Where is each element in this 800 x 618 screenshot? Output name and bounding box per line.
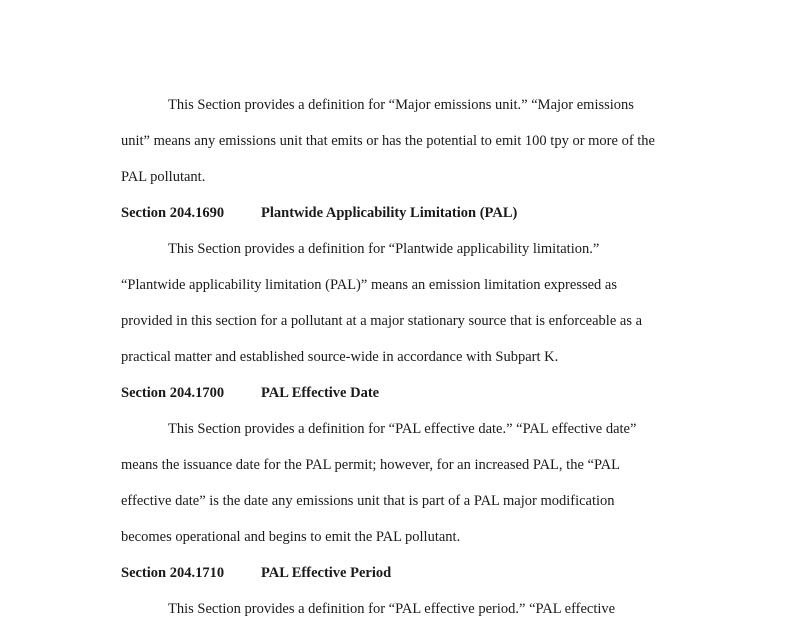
paragraph-line: effective date” is the date any emissions unit that is part of a PAL major modification bbox=[121, 493, 615, 509]
paragraph-line: This Section provides a definition for “PAL effective date.” “PAL effective date” bbox=[168, 421, 637, 437]
section-title: PAL Effective Period bbox=[261, 565, 392, 581]
paragraph-line: PAL pollutant. bbox=[121, 169, 206, 185]
section-number: Section 204.1690 bbox=[121, 205, 225, 221]
paragraph-line: means the issuance date for the PAL permit; however, for an increased PAL, the “PAL bbox=[121, 457, 621, 473]
section-number: Section 204.1700 bbox=[121, 385, 225, 401]
paragraph-line: practical matter and established source-wide in accordance with Subpart K. bbox=[121, 349, 559, 365]
section-heading-204-1700 bbox=[121, 384, 379, 402]
section-heading-204-1710 bbox=[121, 564, 391, 582]
paragraph-line: This Section provides a definition for “PAL effective period.” “PAL effective bbox=[168, 601, 616, 617]
paragraph-line: “Plantwide applicability limitation (PAL)” means an emission limitation expressed as bbox=[121, 277, 617, 293]
section-number: Section 204.1710 bbox=[121, 565, 225, 581]
paragraph-line: This Section provides a definition for “Plantwide applicability limitation.” bbox=[168, 241, 600, 257]
paragraph-line: provided in this section for a pollutant at a major stationary source that is enforceable as a bbox=[121, 313, 643, 329]
section-title: PAL Effective Date bbox=[261, 385, 380, 401]
section-title: Plantwide Applicability Limitation (PAL) bbox=[261, 205, 518, 221]
paragraph-line: This Section provides a definition for “Major emissions unit.” “Major emissions bbox=[168, 97, 634, 113]
section-heading-204-1690 bbox=[121, 204, 517, 222]
paragraph-line: becomes operational and begins to emit the PAL pollutant. bbox=[121, 529, 461, 545]
paragraph-line: unit” means any emissions unit that emits or has the potential to emit 100 tpy or more of the bbox=[121, 133, 655, 149]
